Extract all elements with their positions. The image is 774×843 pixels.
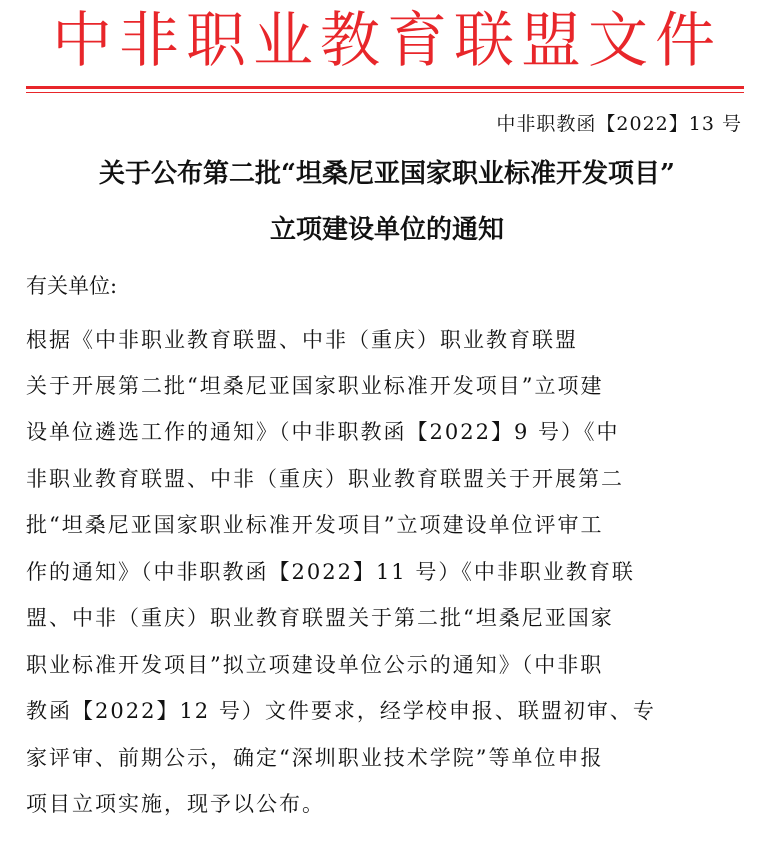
notice-title-line-2: 立项建设单位的通知	[269, 215, 504, 245]
org-header-title: 中非职业教育联盟文件	[52, 6, 722, 76]
body-line: 设单位遴选工作的通知》（中非职教函【2022】9 号）《中	[26, 420, 620, 444]
body-line: 家评审、前期公示，确定“深圳职业技术学院”等单位申报	[26, 746, 604, 770]
body-line: 根据《中非职业教育联盟、中非（重庆）职业教育联盟	[26, 328, 578, 352]
header-red-rule	[26, 86, 744, 89]
salutation: 有关单位:	[26, 274, 118, 298]
body-line: 关于开展第二批“坦桑尼亚国家职业标准开发项目”立项建	[26, 374, 604, 398]
body-line: 职业标准开发项目”拟立项建设单位公示的通知》（中非职	[26, 653, 604, 677]
header-red-rule-thin	[26, 92, 744, 93]
body-line: 教函【2022】12 号）文件要求，经学校申报、联盟初审、专	[26, 699, 656, 723]
body-line: 项目立项实施，现予以公布。	[26, 792, 325, 816]
body-line: 批“坦桑尼亚国家职业标准开发项目”立项建设单位评审工	[26, 513, 604, 537]
body-line: 作的通知》（中非职教函【2022】11 号）《中非职业教育联	[26, 560, 635, 584]
body-line: 盟、中非（重庆）职业教育联盟关于第二批“坦桑尼亚国家	[26, 606, 614, 630]
body-line: 非职业教育联盟、中非（重庆）职业教育联盟关于开展第二	[26, 467, 624, 491]
document-number: 中非职教函【2022】13 号	[496, 113, 742, 135]
notice-title-line-1: 关于公布第二批“坦桑尼亚国家职业标准开发项目”	[99, 159, 675, 189]
